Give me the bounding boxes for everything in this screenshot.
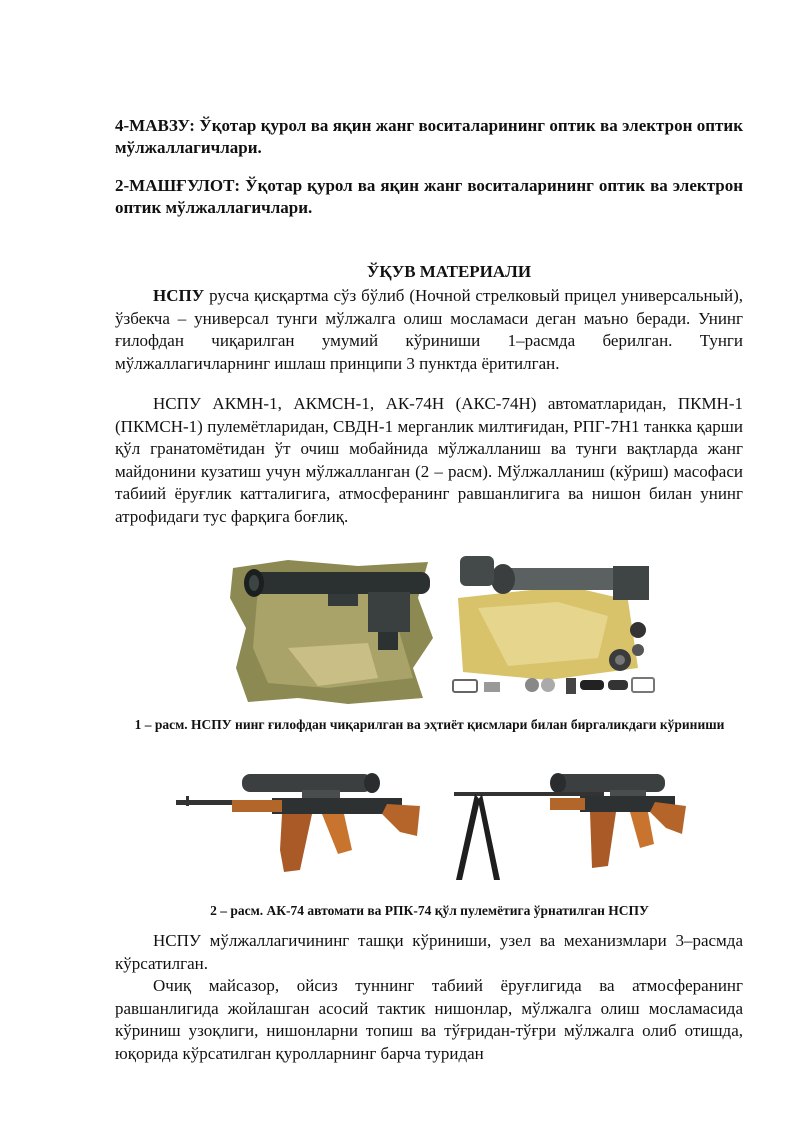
figure-2-caption: 2 – расм. АК-74 автомати ва РПК-74 қўл пулемётига ўрнатилган НСПУ	[210, 903, 649, 918]
section-title: ЎҚУВ МАТЕРИАЛИ	[366, 262, 532, 281]
term-nspu: НСПУ	[153, 286, 205, 305]
figure-1-caption: 1 – расм. НСПУ нинг ғилофдан чиқарилган ва эҳтиёт қисмлари билан биргаликдаги кўриниши	[134, 717, 725, 732]
paragraph-nspu-usage: НСПУ АКМН-1, АКМСН-1, АК-74Н (АКС-74Н) автоматларидан, ПКМН-1 (ПКМСН-1) пулемётларидан, СВДН-1 мерганлик милтиғидан, РПГ-7Н1 танкка қарши қўл гранатомётидан ўт очиш мобайнида мўлжалланиш ва тунги вақтларда жанг майдонини кузатиш учун мўлжалланган (2 – расм). Мўлжалланиш (кўриш) масофаси табиий ёруғлик катталигига, атмосферанинг равшанлигига ва нишон билан унинг атрофидаги тус фарқига боғлиқ.	[115, 394, 743, 526]
figure-2-ak74-with-sight-image	[172, 770, 422, 875]
lesson-heading: 2-МАШҒУЛОТ: Ўқотар қурол ва яқин жанг воситаларининг оптик ва электрон оптик мўлжаллагичлари.	[115, 176, 743, 217]
figure-2-rpk74-with-sight-image	[450, 770, 690, 890]
topic-heading: 4-МАВЗУ: Ўқотар қурол ва яқин жанг воситаларининг оптик ва электрон оптик мўлжаллагичлари.	[115, 116, 743, 157]
paragraph-text: русча қисқартма сўз бўлиб (Ночной стрелковый прицел универсальный), ўзбекча – универсал тунги мўлжалга олиш мосламаси деган маъно беради. Унинг ғилофдан чиқарилган умумий кўриниши 1–расмда берилган. Тунги мўлжаллагичларнинг ишлаш принципи 3 пунктда ёритилган.	[115, 286, 743, 373]
paragraph-nspu-definition	[115, 285, 743, 375]
figure-1-sight-in-case-image	[228, 558, 438, 706]
paragraph-visibility-conditions: Очиқ майсазор, ойсиз туннинг табиий ёруғлигида ва атмосферанинг равшанлигида жойлашган асосий тактик нишонлар, мўлжалга олиш мосламасида кўриниш узоқлиги, нишонларни топиш ва тўғридан-тўғри мўлжалга олиб отишда, юқорида кўрсатилган қуролларнинг барча туридан	[115, 976, 743, 1063]
figure-1-accessories-image	[448, 548, 662, 708]
paragraph-nspu-appearance: НСПУ мўлжаллагичининг ташқи кўриниши, узел ва механизмлари 3–расмда кўрсатилган.	[115, 931, 743, 973]
